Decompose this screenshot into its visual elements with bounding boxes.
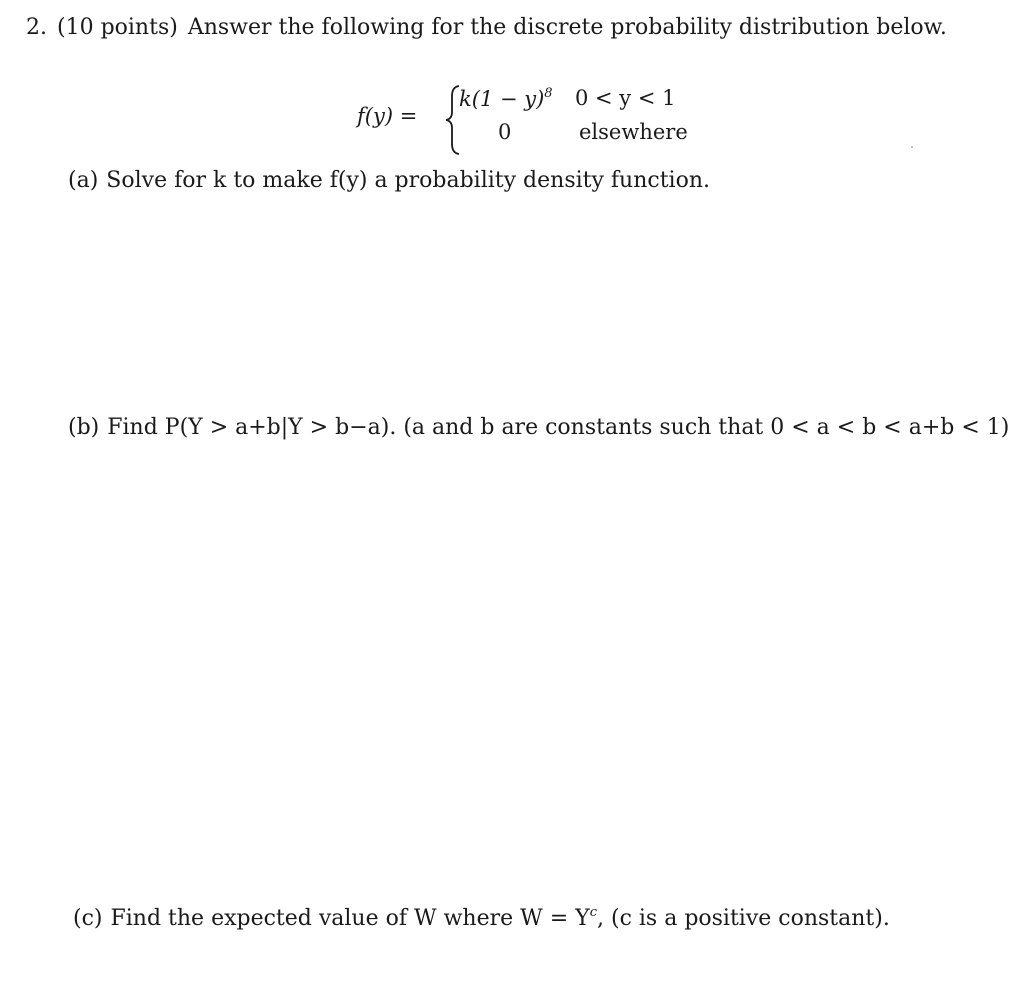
part-a: [68, 167, 710, 195]
question-header: [26, 14, 947, 42]
scan-speck: [911, 146, 913, 148]
piecewise-function: [357, 84, 697, 156]
part-a-label: (a): [68, 168, 99, 193]
case1-condition: 0 < y < 1: [575, 86, 676, 110]
part-c-text: Find the expected value of W where $W = Y^c$, (c is a positive constant).: [110, 905, 890, 931]
part-a-text: Solve for k to make f(y) a probability density function.: [106, 168, 710, 193]
question-points: (10 points): [57, 15, 178, 40]
case1-expression: $k(1 - y)^8$: [459, 86, 553, 111]
question-prompt: Answer the following for the discrete probability distribution below.: [187, 15, 947, 40]
part-c-label: (c): [73, 906, 103, 931]
part-c: [73, 899, 890, 933]
part-b: [68, 414, 1009, 442]
part-b-label: (b): [68, 415, 100, 440]
question-number: 2.: [26, 15, 47, 40]
function-lhs: f(y) =: [357, 104, 418, 128]
case1-exponent: 8: [544, 86, 553, 101]
case2-condition: elsewhere: [579, 120, 688, 144]
case2-expression: 0: [498, 120, 512, 144]
part-b-text: Find P(Y > a+b|Y > b−a). (a and b are constants such that 0 < a < b < a+b < 1): [107, 415, 1010, 440]
